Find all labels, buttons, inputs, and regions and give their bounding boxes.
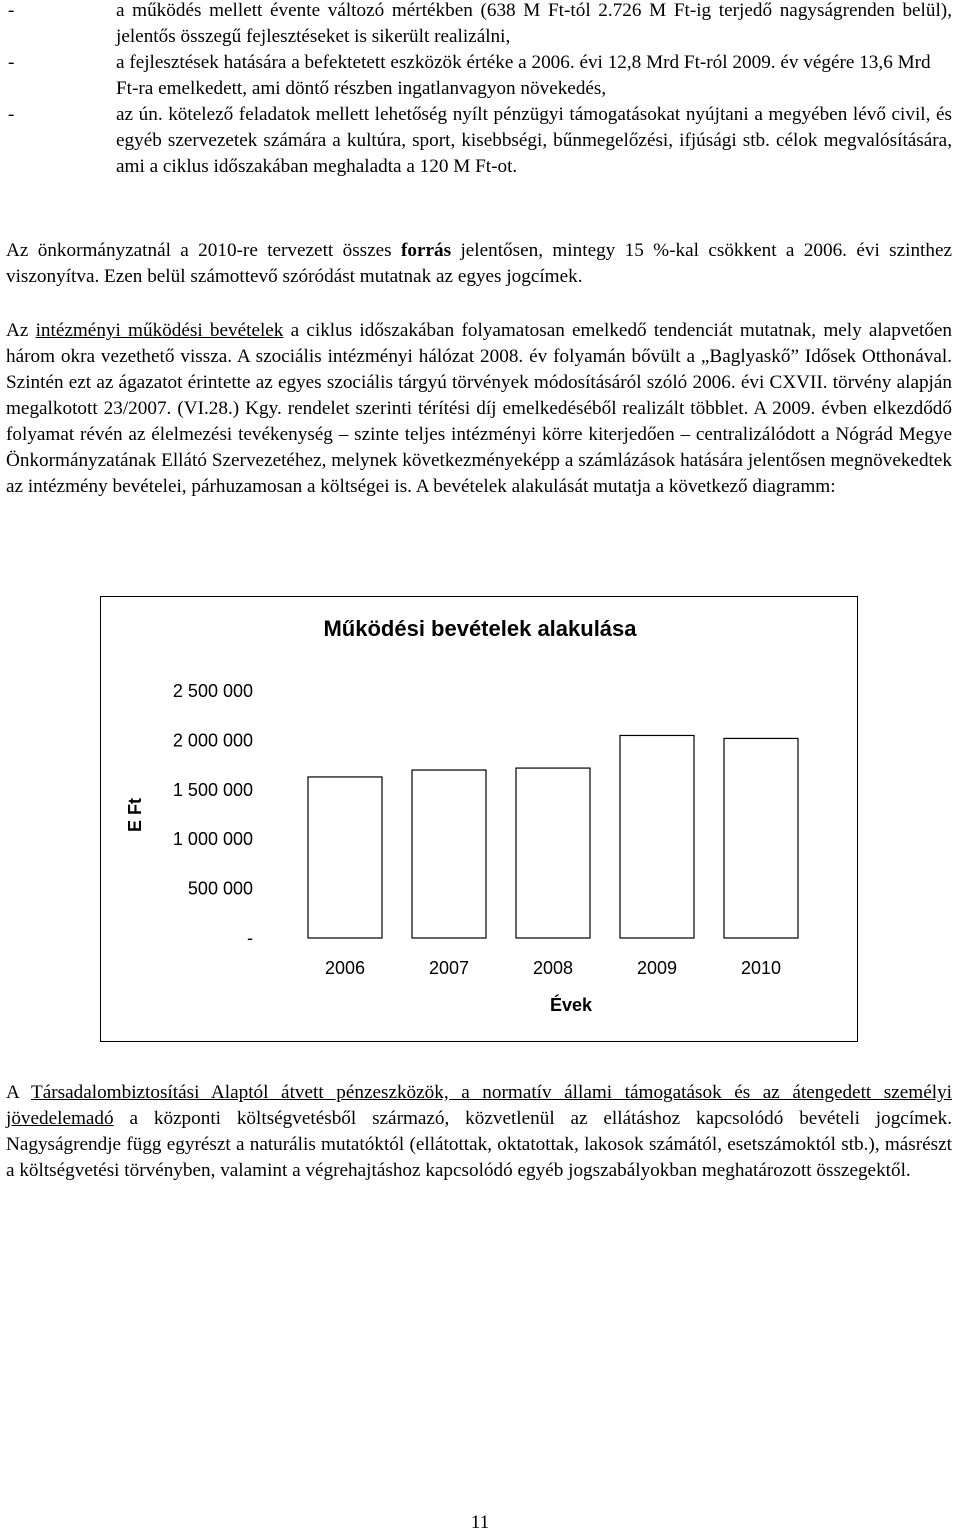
bullet-text: a működés mellett évente változó mértékben (638 M Ft-tól 2.726 M Ft-ig terjedő nagyságrenden belül), jelentős összegű fejlesztéseket is sikerült realizálni, — [116, 0, 952, 47]
y-axis-label: E Ft — [125, 798, 145, 832]
chart-title: Működési bevételek alakulása — [323, 616, 637, 641]
y-tick-label: - — [247, 928, 253, 948]
chart-bar — [724, 738, 798, 938]
page-number: 11 — [470, 1512, 490, 1533]
x-tick-label: 2006 — [324, 958, 366, 978]
paragraph-text: a központi költségvetésből származó, közvetlenül az ellátáshoz kapcsolódó bevételi jogcímek. Nagyságrendje függ egyrészt a naturális mutatóktól (ellátottak, oktatottak, lakosok számától, esetszámoktól stb.), másrészt a költségvetési törvényben, valamint a végrehajtáshoz kapcsolódó egyéb jogszabályokban meghatározott összegektől. — [6, 1108, 952, 1181]
paragraph-sources — [6, 238, 952, 290]
chart-bar — [308, 777, 382, 938]
bold-term: forrás — [401, 240, 452, 261]
bullet-text: az ún. kötelező feladatok mellett lehetőség nyílt pénzügyi támogatásokat nyújtani a megyében lévő civil, és egyéb szervezetek számára a kultúra, sport, kisebbségi, bűnmegelőzési, ifjúsági stb. célok megvalósítására, ami a ciklus időszakában meghaladta a 120 M Ft-ot. — [116, 104, 952, 177]
paragraph-text: a ciklus időszakában folyamatosan emelkedő tendenciát mutatnak, mely alapvetően három okra vezethető vissza. A szociális intézményi hálózat 2008. év folyamán bővült a „Baglyaskő” Idősek Otthonával. Szintén ezt az ágazatot érintette az egyes szociális tárgyú törvények módosításáról szóló 2006. évi CXVII. törvény alapján megalkotott 23/2007. (VI.28.) Kgy. rendelet szerinti térítési díj emelkedéséből realizált többlet. A 2009. évben elkezdődő folyamat révén az élelmezési tevékenység – szinte teljes intézményi körre kiterjedően – centralizálódott a Nógrád Megye Önkormányzatának Ellátó Szervezetéhez, melynek következményeképp a számlázások hatására jelentősen megnövekedtek az intézmény bevételei, párhuzamosan a költségei is. A bevételek alakulását mutatja a következő diagramm: — [6, 320, 953, 497]
chart-frame — [100, 596, 858, 1042]
x-tick-label: 2008 — [532, 958, 574, 978]
paragraph-text: Az — [6, 320, 36, 341]
x-tick-label: 2009 — [636, 958, 678, 978]
underlined-term: Társadalombiztosítási Alaptól átvett pénzeszközök, a normatív állami támogatások és az átengedett személyi jövedelemadó — [6, 1082, 953, 1129]
bullet-dash: - — [8, 0, 15, 21]
bullet-text: a fejlesztések hatására a befektetett eszközök értéke a 2006. évi 12,8 Mrd Ft-ról 2009. év végére 13,6 Mrd Ft-ra emelkedett, ami döntő részben ingatlanvagyon növekedés, — [116, 52, 931, 99]
y-tick-label: 1 500 000 — [172, 779, 253, 800]
underlined-term: intézményi működési bevételek — [35, 320, 284, 341]
list-item — [8, 0, 952, 50]
x-axis-label: Évek — [549, 995, 593, 1015]
paragraph-text: Az önkormányzatnál a 2010-re tervezett összes — [6, 240, 401, 261]
chart-bar — [620, 735, 694, 938]
list-item — [8, 50, 952, 102]
paragraph-operating-revenue — [6, 318, 952, 500]
y-tick-label: 2 000 000 — [172, 730, 253, 751]
chart-bar — [412, 770, 486, 938]
x-tick-label: 2007 — [428, 958, 470, 978]
paragraph-text: jelentősen, mintegy 15 %-kal csökkent a 2006. évi szinthez viszonyítva. Ezen belül számottevő szóródást mutatnak az egyes jogcímek. — [6, 240, 952, 287]
chart-bar — [516, 768, 590, 938]
bullet-dash: - — [8, 52, 15, 73]
list-item — [8, 102, 952, 180]
y-tick-label: 2 500 000 — [172, 681, 253, 701]
y-tick-label: 1 000 000 — [172, 829, 253, 850]
bullet-dash: - — [8, 104, 15, 125]
y-tick-label: 500 000 — [187, 878, 253, 899]
bar-chart — [101, 597, 859, 1043]
paragraph-central-revenue — [6, 1080, 952, 1184]
bullet-list — [8, 0, 952, 180]
paragraph-text: A — [6, 1082, 32, 1103]
x-tick-label: 2010 — [740, 958, 782, 978]
